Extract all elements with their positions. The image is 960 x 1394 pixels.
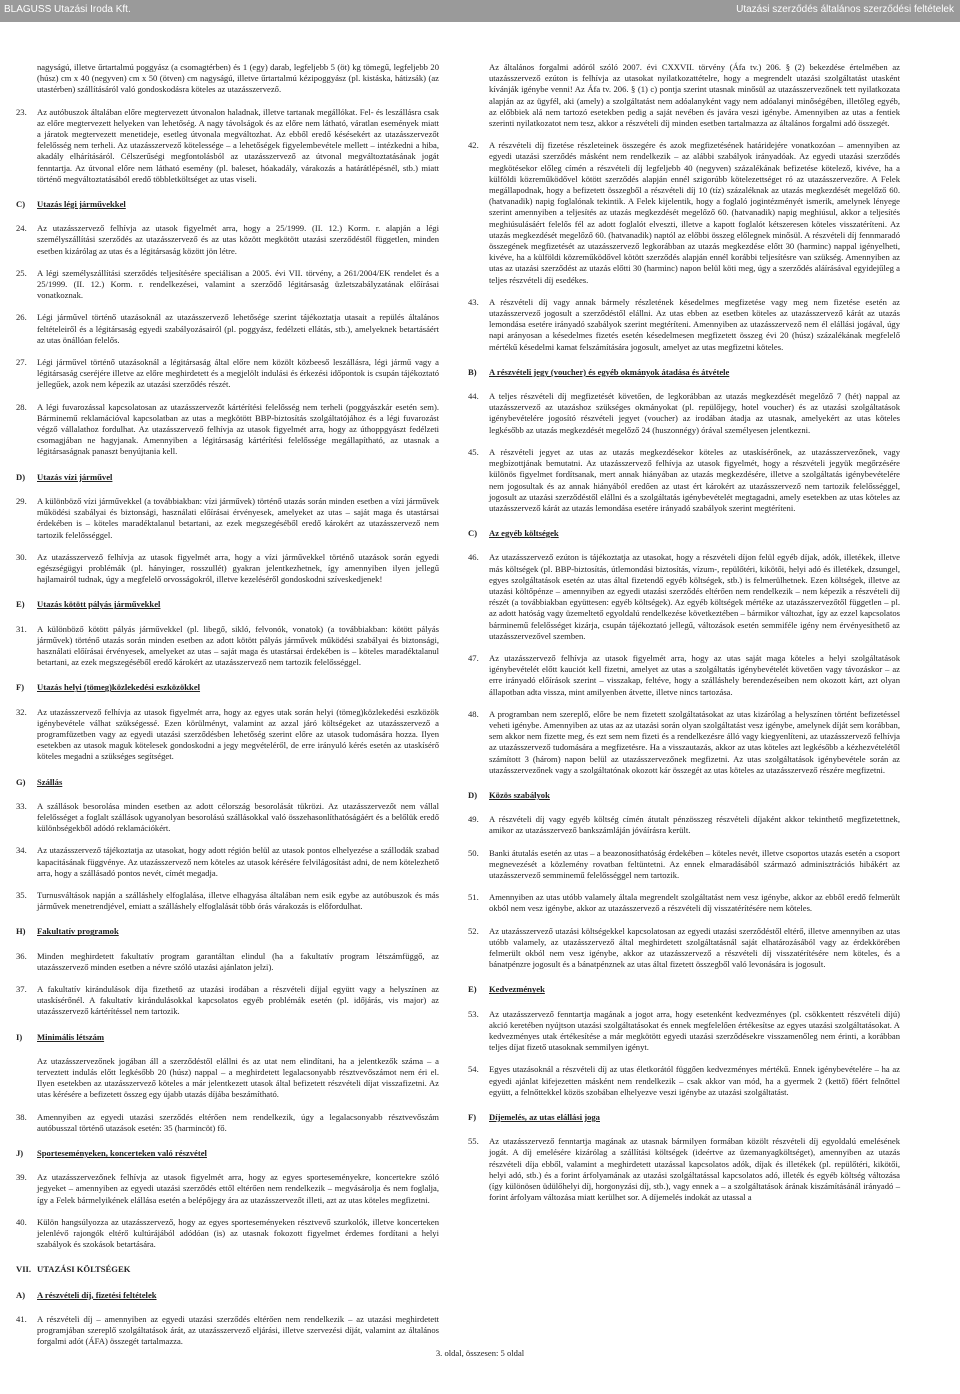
clause bbox=[16, 1056, 439, 1101]
clause-number: 29. bbox=[16, 495, 27, 506]
clause bbox=[16, 312, 439, 346]
clause-number: 41. bbox=[16, 1313, 27, 1324]
clause-text: A különböző vízi járművekkel (a továbbiakban: vízi járművek) történő utazás során minden esetben a vízi járművek működési szabályai és biztonsági, használati előírásai érvényesek, amelyeket az utas – saját maga és utastársai érdekében is – köteles maradéktalanul betartani, az ezek megszegéséből eredő károkért az utazásszervező nem tartozik felelősséggel. bbox=[37, 495, 439, 540]
section-heading bbox=[16, 1290, 439, 1301]
clause bbox=[16, 1217, 439, 1251]
clause-text: Egyes utazásoknál a részvételi díj az utas életkorától függően kedvezményes mértékű. Ennek igénybevételére – ha az egyedi ajánlat kifejezetten másként nem rendelkezik – csak akkor van mód, ha a gyermek 2 (kettő) főért felnőttel együtt, a felnőttekkel közös szobában elhelyezve veszi igénybe az utazási szolgáltatást. bbox=[489, 1064, 900, 1097]
clause-text: Az utazásszervező utazási költségekkel kapcsolatosan az egyedi utazási szerződéstől eltérő, illetve amennyiben az utas utóbb valamely, az utazásszervező által meghirdetett szolgáltatásnál saját elhatározásából vagy az érdekkörében felmerült okból nem vesz igénybe, akkor az utazásszervező a részvételi díj visszatérítésére nem köteles, és a bánatpénzre jogosult és a bánatpénznek az utas által fizetett összegből való levonására is jogosult. bbox=[489, 925, 900, 970]
section-title: Szállás bbox=[37, 776, 63, 787]
section-title: A részvételi jegy (voucher) és egyéb okmányok átadása és átvétele bbox=[489, 366, 730, 377]
clause-text: A részvételi díj vagy egyéb költség címén átutalt pénzösszeg részvételi díjaként akkor tekinthető megfizetettnek, amikor az utazásszervező bankszámláján jóváírásra került. bbox=[489, 814, 900, 836]
section-title: UTAZÁSI KÖLTSÉGEK bbox=[37, 1264, 131, 1275]
section-letter: I) bbox=[16, 1031, 23, 1042]
section-letter: F) bbox=[468, 1112, 477, 1123]
clause-number: 28. bbox=[16, 401, 27, 412]
section-heading bbox=[16, 926, 439, 937]
section-title: Kedvezmények bbox=[489, 984, 545, 995]
clause-text: Légi járművel történő utazásoknál az utazásszervező lehetősége szerint tájékoztatja utasait a repülés általános feltételeiről és a légitársaság egyedi szabályozásairól (pl. poggyász, fedélzeti ellátás, stb.), amelyeknek betartásáért az utas önállóan felelős. bbox=[37, 312, 439, 345]
clause bbox=[468, 709, 900, 776]
clause-text: Az utazásszervezőnek felhívja az utasok figyelmét arra, hogy az egyes sporteseményekre, koncertekre szóló jegyeket – amennyiben az egyedi utazási szerződés ettől eltérően nem rendelkezik – megvásárolja és nem foglalja, így a Felek bármelyikének elállása esetén a belépőjegy ára az utazásszervezőt illeti, azt az utas köteles megfizetni. bbox=[37, 1172, 439, 1205]
clause-text: Az utazásszervezőnek jogában áll a szerződéstől elállni és az utat nem elindítani, ha a jelentkezők száma – a terveztett indulás előtt legkésőbb 20 (húsz) nappal – a meghirdetett legalacsonyabb résztvevőszámot nem éri el. Ilyen esetekben az utazásszervező köteles a már jelentkezett utasok által befizetett részvételi díjat visszafizetni. Az utas kérésére a befizetett összeg egy újabb utazás díjába beszámítható. bbox=[37, 1055, 439, 1100]
section-heading bbox=[468, 528, 900, 539]
section-title: Az egyéb költségek bbox=[489, 528, 559, 539]
clause-text: Az utazásszervező felhívja az utasok figyelmét arra, hogy az utas saját maga köteles a helyi szolgáltatások igénybevételét előtt kauciót kell fizetni, amelyet az utas a szolgáltatás igénybevételét követően vagy távozáskor – az erre irányadó előírások szerint – visszakap, feltéve, hogy a szálláshely berendezéseiben nem okozott kárt, azt olyan állapotban adta vissza, mint amilyenben átvette, illetve nincs tartozása. bbox=[489, 652, 900, 697]
clause-number: 48. bbox=[468, 708, 479, 719]
clause-text: A részvételi díj – amennyiben az egyedi utazási szerződés eltérően nem rendelkezik – az utazási meghirdetett programjában szereplő szolgáltatások árát, az utazásszervező eljárási, illetve szervezési díját, valamint az általános forgalmi adót (ÁFA) összegét tartalmazza. bbox=[37, 1313, 439, 1347]
clause-number: 39. bbox=[16, 1172, 27, 1183]
clause-text: Az utazásszervező felhívja az utasok figyelmét arra, hogy a vízi járművekkel történő utazások során egyedi egészségügyi problémák (pl. hányinger, rosszullét) gyakran jelentkezhetnek, így amennyiben ilyen jellegű hajlamairól tudnak, úgy a megfelelő orvosságokról, illetve kezeléséről gondoskodni szíveskedjenek! bbox=[37, 551, 439, 585]
section-letter: E) bbox=[16, 599, 25, 610]
clause-text: Az utazásszervező fenntartja magának az utasnak bármilyen formában közölt részvételi díj egyoldalú emelésének jogát. A díj emelésére kizárólag a szállítási költségek (ideértve az üzemanyagköltséget), amennyiben az utazás részvételi díja ebből, valamint a meghirdetett utazással kapcsolatos adók, díjak és illetékek (pl. repülőtéri, kikötői, helyi adó, stb.) és a forint árfolyamának az utazási szolgáltatással kapcsolatos adó, illeték és egyéb költség változása (így különösen üdülőhelyi díj, horgonyzási díj, stb.), vagy ennek a – a szolgáltatások árának kiszámításánál irányadó – forint árfolyam változása miatt kerülhet sor. A díjemelés indokát az utassal a bbox=[489, 1136, 900, 1203]
section-letter: C) bbox=[16, 199, 26, 210]
clause bbox=[16, 223, 439, 257]
clause bbox=[16, 951, 439, 973]
clause-number: 38. bbox=[16, 1111, 27, 1122]
section-letter: J) bbox=[16, 1148, 24, 1159]
clause-text: Légi járművel történő utazásoknál a légitársaság által előre nem közölt közbeeső leszállásra, légi jármű vagy a légitársaság cseréjére illetve az előre meghirdetett és a megjelölt indulási és érkezési időpontok is csupán tájékoztató jellegűek, azok nem képezik az utazási szerződés részét. bbox=[37, 357, 439, 390]
clause-number: 31. bbox=[16, 623, 27, 634]
page-footer: 3. oldal, összesen: 5 oldal bbox=[435, 1348, 525, 1358]
section-letter: H) bbox=[16, 926, 26, 937]
clause bbox=[16, 707, 439, 763]
section-letter: F) bbox=[16, 682, 25, 693]
clause bbox=[16, 552, 439, 586]
clause-text: A légi fuvarozással kapcsolatosan az utazásszervezőt kártérítési felelősség nem terheli (poggyászkár esetén sem). Bárminemű reklamációval kapcsolatban az utas a megkötött BBP-biztosítás szolgáltatójához és a légi fuvarozást végző vállalathoz fordulhat. Az utazásszervező felhívja az utasok figyelmét arra, hogy az úthoppgyászt fedélzeti csomagjában ne hagyjanak. Amennyiben a légitársaság kártérítési felelőssége megállapítható, az utasnak a légitársaságnak panaszt benyújtania kell. bbox=[37, 401, 439, 457]
section-heading bbox=[16, 599, 439, 610]
clause bbox=[468, 447, 900, 514]
paragraph: nagyságú, illetve űrtartalmú poggyász (a csomagtérben) és 1 (egy) darab, legfeljebb 5 (öt) kg tömegű, legfeljebb 20 (húsz) cm x 40 (negyven) cm x 50 (ötven) cm nagyságú, illetve űrtartalmú kézipoggyász (pl. kistáska, hátizsák) (az utastérben) szállításáról való gondoskodásra köteles az utazásszervező. bbox=[37, 62, 439, 95]
clause bbox=[468, 391, 900, 436]
clause-number: 40. bbox=[16, 1216, 27, 1227]
clause-number: 26. bbox=[16, 312, 27, 323]
clause bbox=[468, 1009, 900, 1054]
section-heading bbox=[16, 1264, 439, 1275]
section-heading bbox=[468, 984, 900, 995]
section-title: Fakultatív programok bbox=[37, 926, 119, 937]
section-title: Sporteseményeken, koncerteken való részvétel bbox=[37, 1148, 207, 1159]
clause-text: A programban nem szereplő, előre be nem fizetett szolgáltatásokat az utas kizárólag a helyszínen történt befizetéssel veheti igénybe. Amennyiben az utas az az utazási során olyan szolgáltatást vesz igénybe, amelynek díját sem korábban, sem akkor nem fizette meg, és ezt sem nem fizeti és a rendelkezésre álló vagy kiegyenlíteni, az utazásszervező felhívja az utazásszervező tudomására a megfizetésre. Ha a visszautazás, akkor az utas köteles azt legkésőbb a kézhezvételétől számított 3 (három) napon belül az utazásszervezőnek megfizetni. Az utas szolgáltatások igénybevétele során az utazásszervezőnek vagy a szolgáltatónak okozott kár összegét az utas köteles az utazásszervező részére megfizetni. bbox=[489, 708, 900, 775]
clause-number: 36. bbox=[16, 950, 27, 961]
clause-text: Turnusváltások napján a szálláshely elfoglalása, illetve elhagyása általában nem esik egybe az autóbuszok és más járművek menetrendjével, emiatt a szálláshely elfoglalását több órás várakozás is előfordulhat. bbox=[37, 889, 439, 912]
header-doc-title: Utazási szerződés általános szerződési feltételek bbox=[736, 4, 954, 15]
clause-number: 37. bbox=[16, 983, 27, 994]
clause bbox=[16, 1172, 439, 1206]
clause-text: Az utazásszervező ezúton is tájékoztatja az utasokat, hogy a részvételi díjon felül egyéb díjak, adók, illetékek, illetve más költségek (pl. BBP-biztosítás, útlemondási biztosítás, vízum-, repülőtéri, kikötői, helyi adó és illetékek, dzsungel, egyes szolgáltatások esetén az utas által fizetendő egyéb költségek, stb.) is felmerülhetnek. Ezen költségek, illetve az utazási költőpénze – amennyiben az egyedi utazási szerződés eltérően nem rendelkezik – nem képezik a részvételi díj részét (a továbbiakban együttesen: egyéb költségek). Az egyéb költségek mértéke az utazásszervezőtől független – pl. az adott hatóság vagy üzemeltető egyoldalú rendelkezése következtében – bármikor változhat, így az ezzel kapcsolatos bárminemű felelősséget kizárja, csupán tájékoztató jellegű, változások esetén semmiféle igény nem érvényesíthető az utazásszervezővel szemben. bbox=[489, 552, 900, 641]
clause bbox=[16, 890, 439, 912]
clause-number: 43. bbox=[468, 296, 479, 307]
section-heading bbox=[468, 367, 900, 378]
clause-number: 23. bbox=[16, 106, 27, 117]
section-heading bbox=[16, 199, 439, 210]
section-letter: A) bbox=[16, 1289, 26, 1300]
left-column bbox=[16, 62, 439, 1358]
clause-number: 55. bbox=[468, 1136, 479, 1147]
right-column bbox=[468, 62, 900, 1214]
section-title: Utazás légi járművekkel bbox=[37, 199, 126, 210]
clause-text: A szállások besorolása minden esetben az adott célország besorolását tükrözi. Az utazásszervezőt nem vállal felelősséget a foglalt szállások ugyanolyan besorolású szállásokkal való összehasonlíthatóságáért és a belőlük eredő különbségekből adódó reklamációkért. bbox=[37, 800, 439, 834]
clause-text: A légi személyszállítási szerződés teljesítésére speciálisan a 2005. évi VII. törvény, a 261/2004/EK rendelet és a 25/1999. (II. 12.) Korm. r. rendelkezései, valamint a szerződő légitársaság üzletszabályzatának előírásai vonatkoznak. bbox=[37, 267, 439, 301]
section-letter: D) bbox=[16, 471, 26, 482]
clause-text: Az utazásszervező fenntartja magának a jogot arra, hogy esetenként kedvezményes (pl. csökkentett részvételi díjú) akció keretében nyújtson utazási szolgáltatásokat és ennek megfelelően értékesítse az egyes utazási szolgáltatásokat. A kedvezményes utak értékesítése a már megkötött egyedi utazási szerződésekre visszamenőleg nem érinti, a korábban teljes díjat fizető utasoknak semmilyen igényt. bbox=[489, 1008, 900, 1053]
clause-text: Az utazásszervező tájékoztatja az utasokat, hogy adott régión belül az utasok pontos elhelyezése a szállodák szabad kapacitásának függvénye. Az utazásszervező nem köteles az utasok kérésére felvilágosítást adni, de nem kötelezhető arra, hogy a szállásadó pontos nevét, címét megadja. bbox=[37, 845, 439, 878]
clause-text: A különböző kötött pályás járművekkel (pl. libegő, sikló, felvonók, vonatok) (a továbbiakban: kötött pályás járművek) történő utazás során minden esetben az adott kötött pályás járművek működési szabályai és biztonsági, használati előírásai érvényesek, amelyeket az utas – saját maga és utastársai érdekében is – köteles maradéktalanul betartani, az ezek megszegéséből eredő károkért az utazásszervező nem tartozik felelősséggel. bbox=[37, 623, 439, 668]
clause-text: A részvételi jegyet az utas az utazás megkezdésekor köteles az utaskísérőnek, az utazásszervezőnek, vagy megbízottjának bemutatni. Az utazásszervező felhívja az utasok figyelmét, hogy a részvételi jegyük megőrzésére különös figyelmet fordítsanak, mert annak hiányában az utazás megkezdésére, illetve a szolgáltatás igénybevételére nem jogosultak és az annak hiányából eredően az utast ért károkért az utazásszervező nem tartozik felelősséggel, jogosult az utazási szerződéstől elállni és a szolgáltatás igénybevételét megtagadni, amely esetekben az utas köteles az utazásszervező kárát az utazás lemondása esetére irányadó szabályok szerint megtéríteni. bbox=[489, 446, 900, 513]
header-bar bbox=[0, 0, 960, 22]
clause-number: 25. bbox=[16, 267, 27, 278]
section-heading bbox=[16, 777, 439, 788]
section-title: Díjemelés, az utas elállási joga bbox=[489, 1112, 600, 1123]
clause-number: 47. bbox=[468, 652, 479, 663]
clause bbox=[468, 892, 900, 914]
section-letter: G) bbox=[16, 776, 26, 787]
section-letter: E) bbox=[468, 984, 477, 995]
clause-number: 30. bbox=[16, 551, 27, 562]
clause bbox=[468, 1136, 900, 1203]
clause-number: 35. bbox=[16, 889, 27, 900]
section-heading bbox=[16, 682, 439, 693]
clause bbox=[16, 107, 439, 185]
clause bbox=[16, 268, 439, 302]
section-title: Utazás helyi (tömeg)közlekedési eszközökkel bbox=[37, 682, 201, 693]
clause-text: Amennyiben az utas utóbb valamely általa megrendelt szolgáltatást nem vesz igénybe, akkor az ebből eredő felmerült okból nem vesz igénybe, akkor az utazásszervező a részvételi díj visszatérítésére nem köteles. bbox=[489, 892, 900, 914]
clause-text: Külön hangsúlyozza az utazásszervező, hogy az egyes sporteseményeken résztvevő szurkolók, illetve koncerteken jelenlévő rajongók eltérő kultúrájából adódóan (is) az utasnak fokozott figyelmet érdemes fordítani a helyi szabályok és szokások betartására. bbox=[37, 1216, 439, 1250]
clause bbox=[16, 357, 439, 391]
clause-number: 53. bbox=[468, 1008, 479, 1019]
clause-number: 27. bbox=[16, 357, 27, 368]
clause-text: Minden meghirdetett fakultatív program garantáltan elindul (ha a fakultatív program létszámfüggő, az utazásszervező minden esetben a névre szóló utazási ajánlaton jelzi). bbox=[37, 950, 439, 972]
section-letter: C) bbox=[468, 528, 478, 539]
clause-number: 34. bbox=[16, 845, 27, 856]
clause-number: 33. bbox=[16, 800, 27, 811]
clause-text: A teljes részvételi díj megfizetését követően, de legkorábban az utazás megkezdését megelőző 7 (hét) nappal az utazásszervező az utazáshoz szükséges okmányokat (pl. repülőjegy, hotel voucher) és az utazási szolgáltatások igénybevételére jogosító részvételi jegyet (voucher) az irodában átadja az utasnak, amelyekért az utas köteles legkésőbb az utazás megkezdését megelőző 24 (huszonnégy) órával személyesen jelentkezni. bbox=[489, 391, 900, 435]
section-heading bbox=[16, 472, 439, 483]
clause bbox=[468, 848, 900, 882]
clause-number: 50. bbox=[468, 847, 479, 858]
clause bbox=[16, 984, 439, 1018]
clause-number: 42. bbox=[468, 140, 479, 151]
clause bbox=[16, 1314, 439, 1348]
clause bbox=[16, 801, 439, 835]
clause-text: Az utazásszervező felhívja az utasok figyelmét arra, hogy az egyes utak során helyi (tömeg)közlekedési eszközök igénybevétele válhat szükségessé. Ezen körülményt, valamint az azzal járó költségeket az utazásszervező a programfüzetben vagy az egyedi utazási szerződésben lehetőség szerint előre az utasok tudomására hozza. Ilyen esetekben az utasok maguk kötelesek gondoskodni a jegy megvételéről, de erre irányuló kérés esetén az utaskísérő köteles megadni a szükséges segítséget. bbox=[37, 706, 439, 762]
clause bbox=[16, 845, 439, 879]
clause bbox=[16, 402, 439, 458]
clause-number: 51. bbox=[468, 892, 479, 903]
clause bbox=[468, 297, 900, 353]
clause-text: Amennyiben az egyedi utazási szerződés eltérően nem rendelkezik, úgy a legalacsonyabb résztvevőszám autóbusszal történő utazások esetén: 35 (harmincöt) fő. bbox=[37, 1111, 439, 1133]
clause-number: 52. bbox=[468, 925, 479, 936]
clause-text: Az autóbuszok általában előre megtervezett útvonalon haladnak, illetve tartanak megállókat. Fel- és leszállásra csak az előre megtervezett helyeken van lehetőség. A nagy távolságok és az előre nem látható, váratlan események miatt a járatok megtervezett menetideje, esetleg útvonala megváltozhat. Az ebből eredő késésekért az utazásszervezőt felelősség nem terheli. Az utazásszervező kötelessége – a lehetőségek figyelembevétele mellett – intézkedni a hiba, akadály elhárításáról. Célszerűségi megfontolásból az utazásszervező az útvonal megváltoztatásának jogát fenntartja. Az útvonal előre nem látható esemény (pl. baleset, hóakadály, várakozás a határátlépésnél, stb.) miatt történő megváltoztatásából eredő többletköltséget az utas viseli. bbox=[37, 106, 439, 184]
paragraph: Az általános forgalmi adóról szóló 2007. évi CXXVII. törvény (Áfa tv.) 206. § (2) bekezdése értelmében az utazásszervező ezúton is felhívja az utasokat nyilatkozattételre, hogy a megrendelt utazási szolgáltatást utasként kívánják igénybe venni! Az Áfa tv. 206. § (1) c) pontja szerint utasnak minősül az utazásszervezőnek tett nyilatkozata alapján az az ügyfél, aki (amely) a szolgáltatást nem adóalanyként vagy nem adóalanyi minőségében, illetőleg egyéb, az előbbiek alá nem tartozó esetekben pedig a saját nevében és javára veszi igénybe. Amennyiben az utas a fentiek szerinti nyilatkozatot nem tesz, akkor a részvételi díj minden esetben tartalmazza az általános forgalmi adó összegét. bbox=[489, 62, 900, 129]
section-letter: VII. bbox=[16, 1264, 32, 1275]
clause bbox=[468, 814, 900, 836]
clause-number: 54. bbox=[468, 1064, 479, 1075]
clause-text: Az utazásszervező felhívja az utasok figyelmét arra, hogy a 25/1999. (II. 12.) Korm. r. alapján a légi személyszállítási szerződés az utazásszervező és az utas között megkötött utazási szerződéstől független, minden esetben kizárólag az utas és a légitársaság között jön létre. bbox=[37, 223, 439, 256]
clause-number: 24. bbox=[16, 223, 27, 234]
clause-number: 49. bbox=[468, 814, 479, 825]
section-title: A részvételi díj, fizetési feltételek bbox=[37, 1289, 157, 1300]
clause bbox=[468, 653, 900, 698]
clause-text: A részvételi díj fizetése részleteinek összegére és azok megfizetésének határidejére vonatkozóan – amennyiben az egyedi utazási szerződés másként nem rendelkezik – az alábbi szabályok irányadóak. Az egyedi utazási szerződés megkötésekor előleg címén a részvételi díj legfeljebb 40 (negyven) százalékának befizetése kötelező, kivéve, ha a külföldi közreműködővel kötött szerződés alapján ennél szigorúbb kötelezettséget ró az utazásszervezőre. A Felek megállapodnak, hogy a befizetett összegből a részvételi díj 10 (tíz) százaléknak az utazás megkezdését megelőző 60. (hatvanadik) napig foglalónak tekintik. A Felek kijelentik, hogy a foglaló jogintézményét ismerik, amelynek lényege szerint amennyiben a teljesítés az utazás megkezdését megelőző 60. (hatvanadik) napig meghiúsul, akkor a teljesítés meghiúsulásáért felelős fél az adott foglalót elveszti, illetve a kapott foglalót kétszeresen köteles visszatéríteni. Az utazás megkezdését megelőző 60. (hatvanadik) naptól az előbbi összeg előlegnek minősül. A részvételi díj fennmaradó összegének megfizetését az utazásszervező legkorábban az utazás megkezdése előtt 30 (harminc) nappal igényelheti, kivéve, ha a külföldi közreműködővel kötött szerződés alapján ennél korábbi teljesítésre van szükség. Amennyiben az utas az utazási szerződést az utazás előtti 30 (harminc) napon belül köti meg, úgy a szerződés aláírásával egyidejűleg a teljes részvételi díj esedékes. bbox=[489, 140, 900, 285]
section-letter: B) bbox=[468, 366, 477, 377]
clause bbox=[468, 552, 900, 642]
clause-number: 45. bbox=[468, 446, 479, 457]
section-heading bbox=[16, 1032, 439, 1043]
clause-text: A fakultatív kirándulások díja fizethető az utazási irodában a részvételi díjjal együtt vagy a helyszínen az utaskísérőnél. A fakultatív kirándulásokkal kapcsolatos egyéb problémák esetén (pl. időjárás, vis major) az utazásszervező kártérítéssel nem tartozik. bbox=[37, 983, 439, 1017]
section-heading bbox=[16, 1148, 439, 1159]
clause bbox=[16, 624, 439, 669]
section-title: Utazás vízi járművel bbox=[37, 471, 113, 482]
clause bbox=[468, 926, 900, 971]
clause bbox=[16, 496, 439, 541]
clause-text: Banki átutalás esetén az utas – a beazonosíthatóság érdekében – köteles nevét, illetve csoportos utazás esetén a csoport megnevezését a közlemény rovatban feltüntetni. Az ennek elmaradásából származó adminisztrációs hibákért az utazásszervező semminemű felelősséggel nem tartozik. bbox=[489, 847, 900, 880]
clause-number: 44. bbox=[468, 391, 479, 402]
section-title: Közös szabályok bbox=[489, 789, 550, 800]
clause-number: 32. bbox=[16, 706, 27, 717]
clause bbox=[468, 140, 900, 286]
clause-number: 46. bbox=[468, 552, 479, 563]
section-title: Minimális létszám bbox=[37, 1031, 105, 1042]
section-title: Utazás kötött pályás járművekkel bbox=[37, 599, 161, 610]
header-company: BLAGUSS Utazási Iroda Kft. bbox=[4, 4, 131, 15]
section-letter: D) bbox=[468, 789, 478, 800]
section-heading bbox=[468, 1112, 900, 1123]
clause-text: A részvételi díj vagy annak bármely részletének késedelmes megfizetése vagy meg nem fizetése esetén az utazásszervező jogosult a szerződéstől elállni. Az utas ebben az esetben köteles az utazásszervező kárát az utazás lemondása esetére irányadó szabályok szerint megtéríteni. Amennyiben az utazásszervező nem él elállási jogával, úgy napi arányosan a késedelmes fizetés esetén késedelmesen megfizetett összeg évi 20 (húsz) százalékának megfelelő mértékű késedelmi kamat felszámítására jogosult, amelyet az utas megfizetni köteles. bbox=[489, 296, 900, 352]
clause bbox=[468, 1064, 900, 1098]
clause bbox=[16, 1112, 439, 1134]
section-heading bbox=[468, 790, 900, 801]
